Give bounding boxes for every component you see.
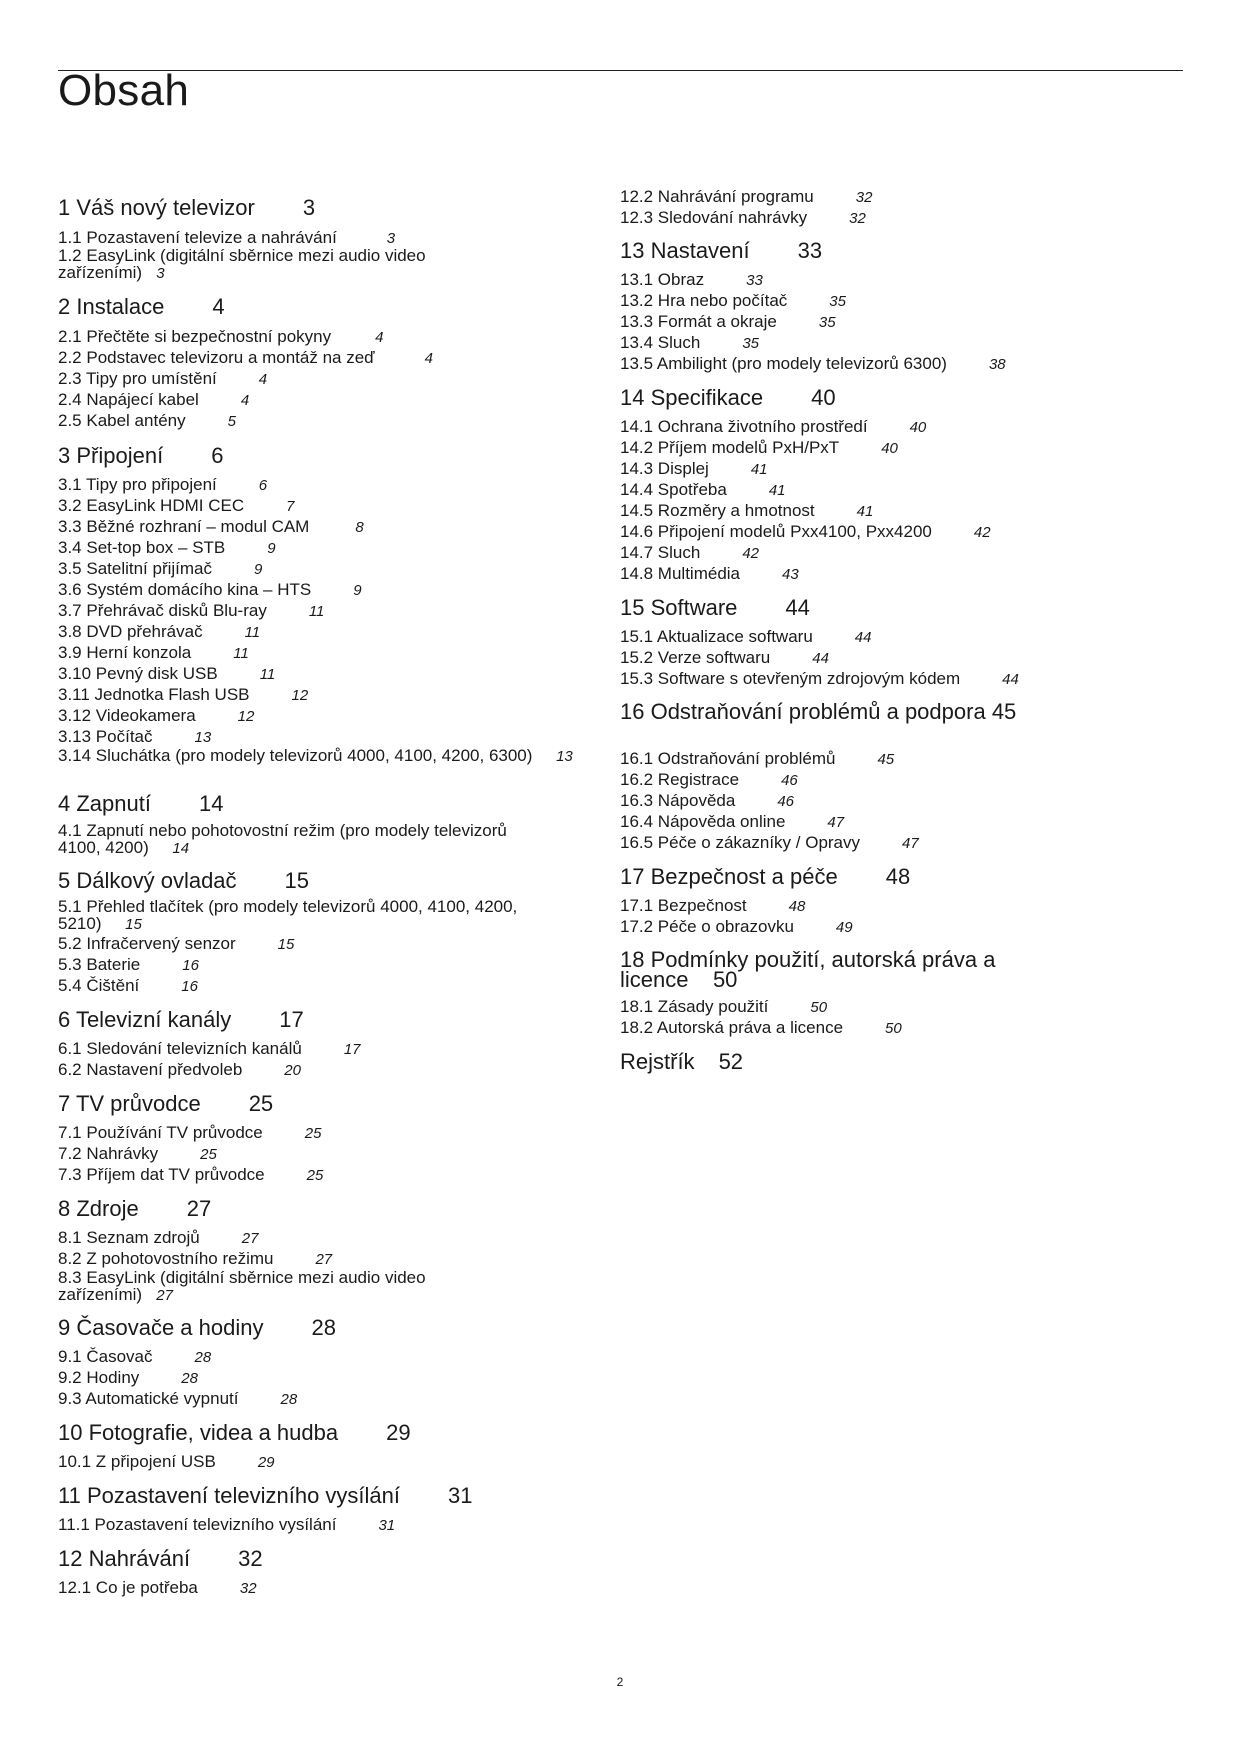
- toc-entry[interactable]: 5.3 Baterie 16: [58, 955, 199, 974]
- toc-entry[interactable]: 2.4 Napájecí kabel 4: [58, 390, 250, 409]
- toc-chapter[interactable]: 9 Časovače a hodiny 28: [58, 1315, 336, 1340]
- toc-entry[interactable]: 12.2 Nahrávání programu 32: [620, 187, 873, 206]
- toc-chapter[interactable]: 11 Pozastavení televizního vysílání 31: [58, 1483, 473, 1508]
- toc-entry[interactable]: 6.1 Sledování televizních kanálů 17: [58, 1039, 361, 1058]
- toc-entry[interactable]: 3.4 Set-top box – STB 9: [58, 538, 276, 557]
- toc-chapter[interactable]: 10 Fotografie, videa a hudba 29: [58, 1420, 411, 1445]
- toc-entry[interactable]: 15.3 Software s otevřeným zdrojovým kódem 44: [620, 669, 1019, 688]
- toc-entry[interactable]: 14.1 Ochrana životního prostředí 40: [620, 417, 927, 436]
- toc-chapter[interactable]: 7 TV průvodce 25: [58, 1091, 274, 1116]
- toc-index[interactable]: Rejstřík 52: [620, 1049, 744, 1074]
- toc-entry[interactable]: 2.2 Podstavec televizoru a montáž na zeď 4: [58, 348, 433, 367]
- toc-entry[interactable]: 8.2 Z pohotovostního režimu 27: [58, 1249, 333, 1268]
- toc-entry[interactable]: 7.2 Nahrávky 25: [58, 1144, 217, 1163]
- toc-entry[interactable]: 1.2 EasyLink (digitální sběrnice mezi audio video zařízeními) 3: [58, 246, 426, 282]
- toc-entry[interactable]: 3.2 EasyLink HDMI CEC 7: [58, 496, 295, 515]
- toc-entry[interactable]: 8.1 Seznam zdrojů 27: [58, 1228, 259, 1247]
- toc-entry[interactable]: 3.8 DVD přehrávač 11: [58, 622, 261, 641]
- toc-entry[interactable]: 7.3 Příjem dat TV průvodce 25: [58, 1165, 324, 1184]
- toc-entry[interactable]: 14.8 Multimédia 43: [620, 564, 799, 583]
- toc-chapter[interactable]: 16 Odstraňování problémů a podpora 45: [620, 699, 1017, 724]
- toc-entry[interactable]: 15.1 Aktualizace softwaru 44: [620, 627, 872, 646]
- toc-entry[interactable]: 3.10 Pevný disk USB 11: [58, 664, 276, 683]
- toc-entry[interactable]: 3.13 Počítač 13: [58, 727, 212, 746]
- toc-chapter[interactable]: 4 Zapnutí 14: [58, 791, 224, 816]
- toc-entry[interactable]: 3.3 Běžné rozhraní – modul CAM 8: [58, 517, 364, 536]
- toc-entry[interactable]: 7.1 Používání TV průvodce 25: [58, 1123, 322, 1142]
- toc-entry[interactable]: 2.5 Kabel antény 5: [58, 411, 236, 430]
- toc-chapter[interactable]: 3 Připojení 6: [58, 443, 224, 468]
- toc-entry[interactable]: 14.6 Připojení modelů Pxx4100, Pxx4200 42: [620, 522, 991, 541]
- toc-entry[interactable]: 14.2 Příjem modelů PxH/PxT 40: [620, 438, 898, 457]
- toc-entry[interactable]: 13.5 Ambilight (pro modely televizorů 6300) 38: [620, 354, 1006, 373]
- toc-entry[interactable]: 1.1 Pozastavení televize a nahrávání 3: [58, 228, 396, 247]
- toc-entry[interactable]: 2.1 Přečtěte si bezpečnostní pokyny 4: [58, 327, 384, 346]
- toc-chapter[interactable]: 5 Dálkový ovladač 15: [58, 868, 310, 893]
- top-rule: [58, 70, 1183, 71]
- toc-entry[interactable]: 14.5 Rozměry a hmotnost 41: [620, 501, 874, 520]
- toc-entry[interactable]: 18.2 Autorská práva a licence 50: [620, 1018, 902, 1037]
- toc-entry[interactable]: 15.2 Verze softwaru 44: [620, 648, 829, 667]
- toc-entry[interactable]: 4.1 Zapnutí nebo pohotovostní režim (pro modely televizorů 4100, 4200) 14: [58, 821, 507, 857]
- toc-entry[interactable]: 3.1 Tipy pro připojení 6: [58, 475, 268, 494]
- toc-entry[interactable]: 5.1 Přehled tlačítek (pro modely televizorů 4000, 4100, 4200, 5210) 15: [58, 897, 518, 933]
- toc-entry[interactable]: 16.4 Nápověda online 47: [620, 812, 845, 831]
- toc-entry[interactable]: 5.2 Infračervený senzor 15: [58, 934, 295, 953]
- toc-entry[interactable]: 9.1 Časovač 28: [58, 1347, 212, 1366]
- toc-entry[interactable]: 13.1 Obraz 33: [620, 270, 763, 289]
- toc-entry[interactable]: 3.14 Sluchátka (pro modely televizorů 4000, 4100, 4200, 6300) 13: [58, 746, 573, 765]
- toc-entry[interactable]: 3.7 Přehrávač disků Blu-ray 11: [58, 601, 325, 620]
- toc-entry[interactable]: 8.3 EasyLink (digitální sběrnice mezi audio video zařízeními) 27: [58, 1268, 426, 1304]
- toc-entry[interactable]: 14.7 Sluch 42: [620, 543, 760, 562]
- toc-entry[interactable]: 5.4 Čištění 16: [58, 976, 198, 995]
- toc-entry[interactable]: 14.3 Displej 41: [620, 459, 768, 478]
- page-title: Obsah: [58, 66, 190, 115]
- toc-chapter[interactable]: 17 Bezpečnost a péče 48: [620, 864, 911, 889]
- toc-chapter[interactable]: 15 Software 44: [620, 595, 810, 620]
- toc-entry[interactable]: 10.1 Z připojení USB 29: [58, 1452, 275, 1471]
- toc-entry[interactable]: 14.4 Spotřeba 41: [620, 480, 786, 499]
- toc-entry[interactable]: 2.3 Tipy pro umístění 4: [58, 369, 268, 388]
- toc-entry[interactable]: 17.1 Bezpečnost 48: [620, 896, 806, 915]
- toc-chapter[interactable]: 1 Váš nový televizor 3: [58, 195, 316, 220]
- toc-entry[interactable]: 11.1 Pozastavení televizního vysílání 31: [58, 1515, 396, 1534]
- toc-entry[interactable]: 13.3 Formát a okraje 35: [620, 312, 836, 331]
- toc-entry[interactable]: 3.11 Jednotka Flash USB 12: [58, 685, 309, 704]
- toc-entry[interactable]: 3.5 Satelitní přijímač 9: [58, 559, 263, 578]
- page-number: 2: [616, 1675, 624, 1689]
- toc-entry[interactable]: 16.3 Nápověda 46: [620, 791, 795, 810]
- toc-entry[interactable]: 3.12 Videokamera 12: [58, 706, 255, 725]
- toc-entry[interactable]: 3.9 Herní konzola 11: [58, 643, 249, 662]
- toc-entry[interactable]: 13.4 Sluch 35: [620, 333, 760, 352]
- toc-entry[interactable]: 18.1 Zásady použití 50: [620, 997, 828, 1016]
- toc-chapter[interactable]: 8 Zdroje 27: [58, 1196, 212, 1221]
- toc-chapter[interactable]: 12 Nahrávání 32: [58, 1546, 263, 1571]
- toc-entry[interactable]: 3.6 Systém domácího kina – HTS 9: [58, 580, 362, 599]
- toc-entry[interactable]: 12.1 Co je potřeba 32: [58, 1578, 257, 1597]
- toc-chapter[interactable]: 6 Televizní kanály 17: [58, 1007, 304, 1032]
- toc-chapter[interactable]: 2 Instalace 4: [58, 294, 225, 319]
- toc-entry[interactable]: 17.2 Péče o obrazovku 49: [620, 917, 853, 936]
- toc-entry[interactable]: 9.2 Hodiny 28: [58, 1368, 198, 1387]
- toc-chapter[interactable]: 14 Specifikace 40: [620, 385, 836, 410]
- toc-entry[interactable]: 16.2 Registrace 46: [620, 770, 798, 789]
- toc-entry[interactable]: 16.5 Péče o zákazníky / Opravy 47: [620, 833, 919, 852]
- toc-chapter[interactable]: 18 Podmínky použití, autorská práva a licence 50: [620, 947, 996, 992]
- toc-entry[interactable]: 13.2 Hra nebo počítač 35: [620, 291, 846, 310]
- toc-entry[interactable]: 12.3 Sledování nahrávky 32: [620, 208, 866, 227]
- toc-entry[interactable]: 9.3 Automatické vypnutí 28: [58, 1389, 298, 1408]
- toc-chapter[interactable]: 13 Nastavení 33: [620, 238, 823, 263]
- toc-entry[interactable]: 6.2 Nastavení předvoleb 20: [58, 1060, 301, 1079]
- toc-entry[interactable]: 16.1 Odstraňování problémů 45: [620, 749, 895, 768]
